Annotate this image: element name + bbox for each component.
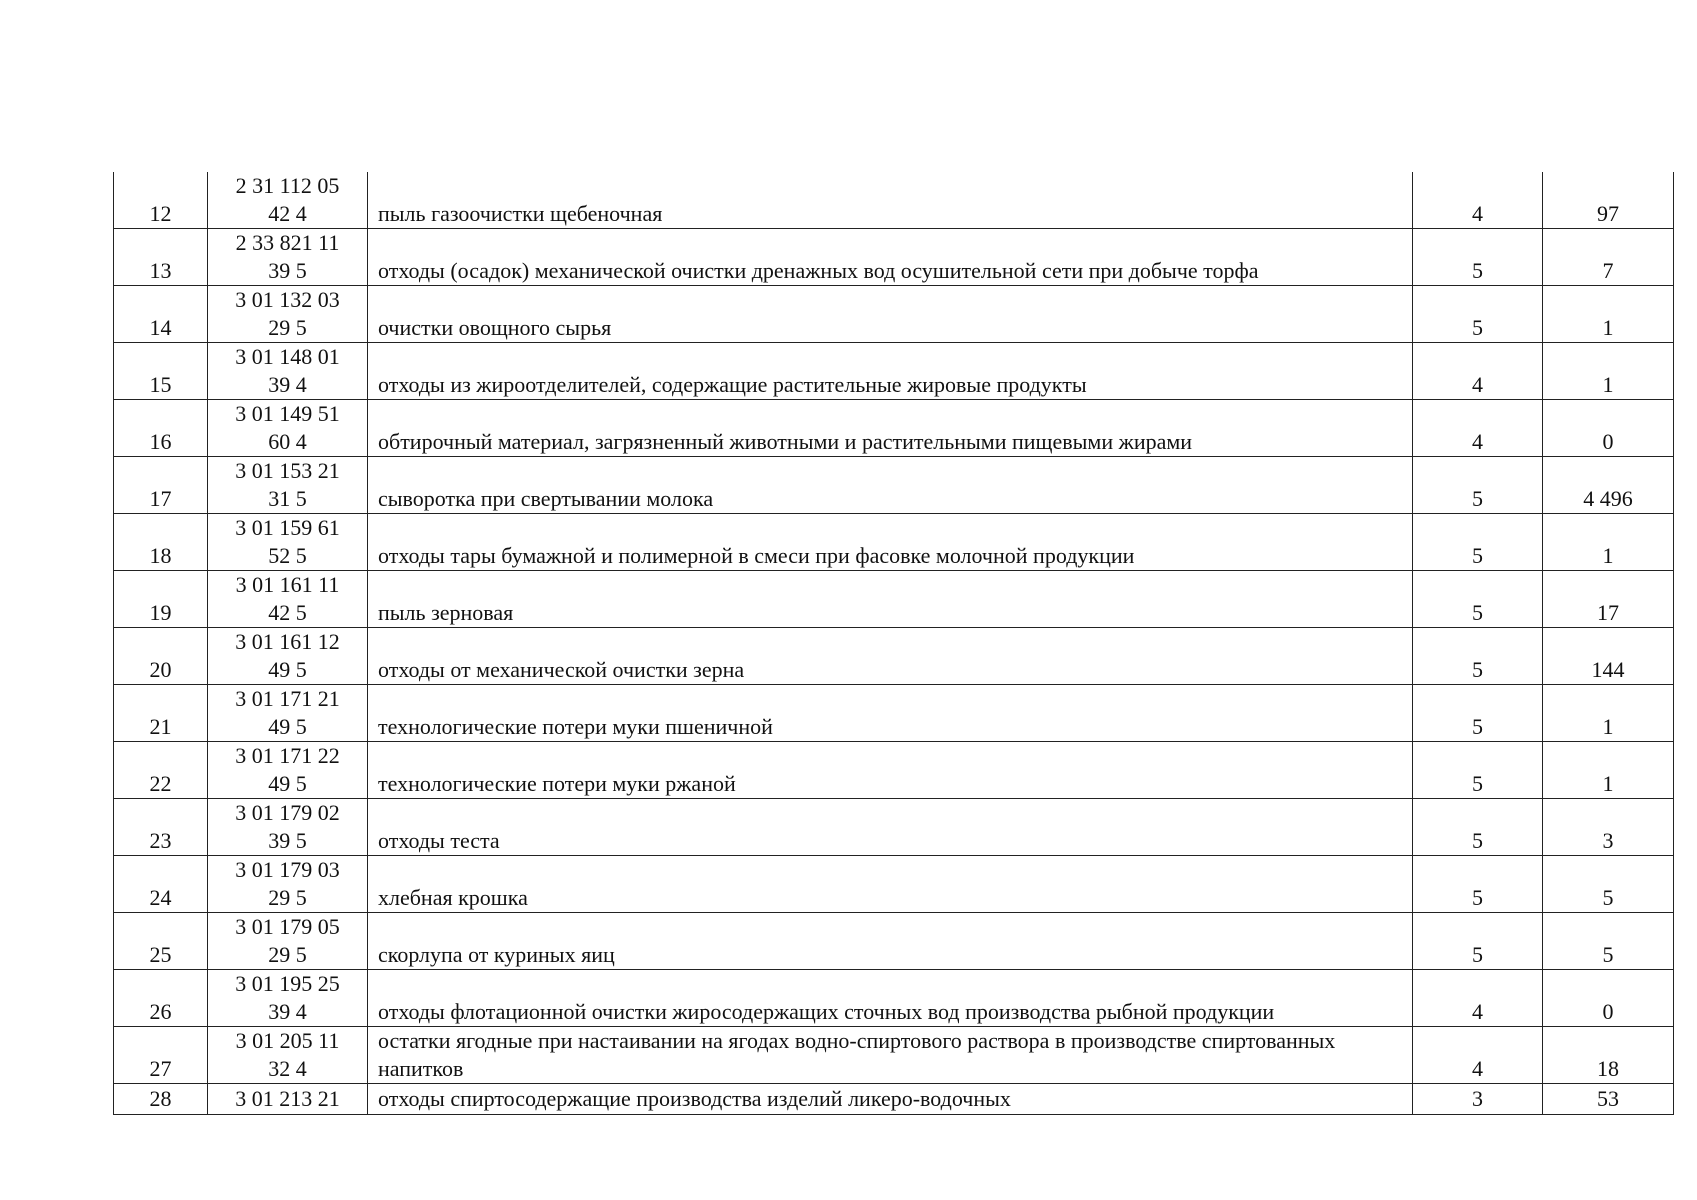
waste-code-line-2: 29 5: [268, 942, 307, 967]
waste-table: [113, 172, 1674, 1115]
waste-code-line-1: 3 01 159 61: [235, 515, 340, 540]
row-number: 15: [114, 343, 208, 400]
waste-code-line-1: 3 01 148 01: [235, 344, 340, 369]
waste-amount: 144: [1543, 628, 1674, 685]
row-number: 24: [114, 856, 208, 913]
waste-code-line-2: 49 5: [268, 714, 307, 739]
waste-code-line-2: 49 5: [268, 771, 307, 796]
waste-code-line-1: 3 01 161 11: [235, 572, 340, 597]
waste-code: [208, 286, 368, 343]
waste-code-line-1: 3 01 161 12: [235, 629, 340, 654]
waste-code: [208, 799, 368, 856]
waste-name: хлебная крошка: [368, 856, 1413, 913]
waste-code-line-1: 3 01 171 22: [235, 743, 340, 768]
waste-amount: 4 496: [1543, 457, 1674, 514]
waste-name: пыль газоочистки щебеночная: [368, 172, 1413, 229]
row-number: 26: [114, 970, 208, 1027]
waste-code: [208, 514, 368, 571]
waste-amount: 0: [1543, 970, 1674, 1027]
row-number: 23: [114, 799, 208, 856]
waste-amount: 0: [1543, 400, 1674, 457]
waste-name: скорлупа от куриных яиц: [368, 913, 1413, 970]
waste-code-line-1: 3 01 213 21: [235, 1086, 340, 1111]
waste-code-line-2: 31 5: [268, 486, 307, 511]
waste-code: [208, 343, 368, 400]
waste-amount: 7: [1543, 229, 1674, 286]
table-row: [114, 457, 1674, 514]
row-number: 22: [114, 742, 208, 799]
waste-name: очистки овощного сырья: [368, 286, 1413, 343]
waste-name: сыворотка при свертывании молока: [368, 457, 1413, 514]
table-row: [114, 913, 1674, 970]
waste-code-line-1: 3 01 179 05: [235, 914, 340, 939]
row-number: 19: [114, 571, 208, 628]
table-row: [114, 1027, 1674, 1084]
table-body: [114, 172, 1674, 1115]
hazard-class: 5: [1413, 457, 1543, 514]
table-row: [114, 571, 1674, 628]
waste-code: [208, 457, 368, 514]
waste-amount: 53: [1543, 1084, 1674, 1115]
row-number: 28: [114, 1084, 208, 1115]
waste-code-line-1: 3 01 205 11: [235, 1028, 340, 1053]
row-number: 13: [114, 229, 208, 286]
waste-name: отходы спиртосодержащие производства изделий ликеро-водочных: [368, 1084, 1413, 1115]
waste-name: отходы тары бумажной и полимерной в смеси при фасовке молочной продукции: [368, 514, 1413, 571]
waste-name: отходы теста: [368, 799, 1413, 856]
waste-code: [208, 856, 368, 913]
waste-code: [208, 1084, 368, 1115]
waste-code: [208, 571, 368, 628]
hazard-class: 5: [1413, 514, 1543, 571]
waste-code: [208, 742, 368, 799]
row-number: 16: [114, 400, 208, 457]
waste-name: технологические потери муки пшеничной: [368, 685, 1413, 742]
waste-amount: 18: [1543, 1027, 1674, 1084]
table-row: [114, 229, 1674, 286]
table-row: [114, 343, 1674, 400]
table-row: [114, 514, 1674, 571]
waste-code-line-2: 39 5: [268, 258, 307, 283]
waste-name: отходы (осадок) механической очистки дренажных вод осушительной сети при добыче торфа: [368, 229, 1413, 286]
waste-name: обтирочный материал, загрязненный животными и растительными пищевыми жирами: [368, 400, 1413, 457]
waste-code-line-2: 29 5: [268, 885, 307, 910]
table-row: [114, 970, 1674, 1027]
waste-amount: 1: [1543, 514, 1674, 571]
waste-amount: 5: [1543, 913, 1674, 970]
waste-code-line-1: 2 33 821 11: [235, 230, 340, 255]
waste-amount: 1: [1543, 343, 1674, 400]
hazard-class: 4: [1413, 1027, 1543, 1084]
hazard-class: 5: [1413, 742, 1543, 799]
waste-code-line-2: 39 5: [268, 828, 307, 853]
table-row: [114, 685, 1674, 742]
hazard-class: 5: [1413, 685, 1543, 742]
waste-code: [208, 685, 368, 742]
waste-code-line-1: 3 01 149 51: [235, 401, 340, 426]
waste-code-line-2: 42 5: [268, 600, 307, 625]
hazard-class: 5: [1413, 229, 1543, 286]
waste-amount: 1: [1543, 685, 1674, 742]
waste-amount: 17: [1543, 571, 1674, 628]
hazard-class: 5: [1413, 571, 1543, 628]
waste-name: пыль зерновая: [368, 571, 1413, 628]
hazard-class: 5: [1413, 628, 1543, 685]
waste-name: отходы из жироотделителей, содержащие растительные жировые продукты: [368, 343, 1413, 400]
waste-code-line-1: 3 01 171 21: [235, 686, 340, 711]
waste-name: остатки ягодные при настаивании на ягодах водно-спиртового раствора в производстве спиртованных напитков: [368, 1027, 1413, 1084]
row-number: 25: [114, 913, 208, 970]
waste-code-line-1: 3 01 179 02: [235, 800, 340, 825]
waste-code-line-2: 60 4: [268, 429, 307, 454]
row-number: 17: [114, 457, 208, 514]
hazard-class: 3: [1413, 1084, 1543, 1115]
waste-amount: 3: [1543, 799, 1674, 856]
row-number: 27: [114, 1027, 208, 1084]
waste-name: отходы флотационной очистки жиросодержащих сточных вод производства рыбной продукции: [368, 970, 1413, 1027]
waste-amount: 5: [1543, 856, 1674, 913]
waste-code-line-1: 2 31 112 05: [235, 173, 340, 198]
waste-amount: 1: [1543, 286, 1674, 343]
waste-code-line-1: 3 01 132 03: [235, 287, 340, 312]
table-row: [114, 856, 1674, 913]
table-row: [114, 628, 1674, 685]
table-row: [114, 400, 1674, 457]
waste-code-line-1: 3 01 153 21: [235, 458, 340, 483]
waste-code-line-2: 49 5: [268, 657, 307, 682]
waste-code: [208, 628, 368, 685]
hazard-class: 5: [1413, 856, 1543, 913]
waste-code-line-2: 42 4: [268, 201, 307, 226]
table-row: [114, 172, 1674, 229]
waste-code-line-2: 52 5: [268, 543, 307, 568]
table-row: [114, 286, 1674, 343]
row-number: 12: [114, 172, 208, 229]
table-row: [114, 799, 1674, 856]
waste-code: [208, 229, 368, 286]
waste-code: [208, 400, 368, 457]
table-row: [114, 1084, 1674, 1115]
row-number: 21: [114, 685, 208, 742]
hazard-class: 4: [1413, 172, 1543, 229]
waste-code-line-2: 32 4: [268, 1056, 307, 1081]
hazard-class: 5: [1413, 799, 1543, 856]
waste-code-line-2: 29 5: [268, 315, 307, 340]
waste-code: [208, 172, 368, 229]
waste-amount: 1: [1543, 742, 1674, 799]
waste-code-line-1: 3 01 179 03: [235, 857, 340, 882]
waste-code-line-1: 3 01 195 25: [235, 971, 340, 996]
waste-name: технологические потери муки ржаной: [368, 742, 1413, 799]
hazard-class: 4: [1413, 970, 1543, 1027]
hazard-class: 4: [1413, 400, 1543, 457]
waste-amount: 97: [1543, 172, 1674, 229]
waste-code-line-2: 39 4: [268, 999, 307, 1024]
hazard-class: 4: [1413, 343, 1543, 400]
waste-code: [208, 970, 368, 1027]
row-number: 18: [114, 514, 208, 571]
hazard-class: 5: [1413, 286, 1543, 343]
table-row: [114, 742, 1674, 799]
waste-code-line-2: 39 4: [268, 372, 307, 397]
waste-code: [208, 1027, 368, 1084]
hazard-class: 5: [1413, 913, 1543, 970]
row-number: 20: [114, 628, 208, 685]
waste-name: отходы от механической очистки зерна: [368, 628, 1413, 685]
waste-code: [208, 913, 368, 970]
row-number: 14: [114, 286, 208, 343]
